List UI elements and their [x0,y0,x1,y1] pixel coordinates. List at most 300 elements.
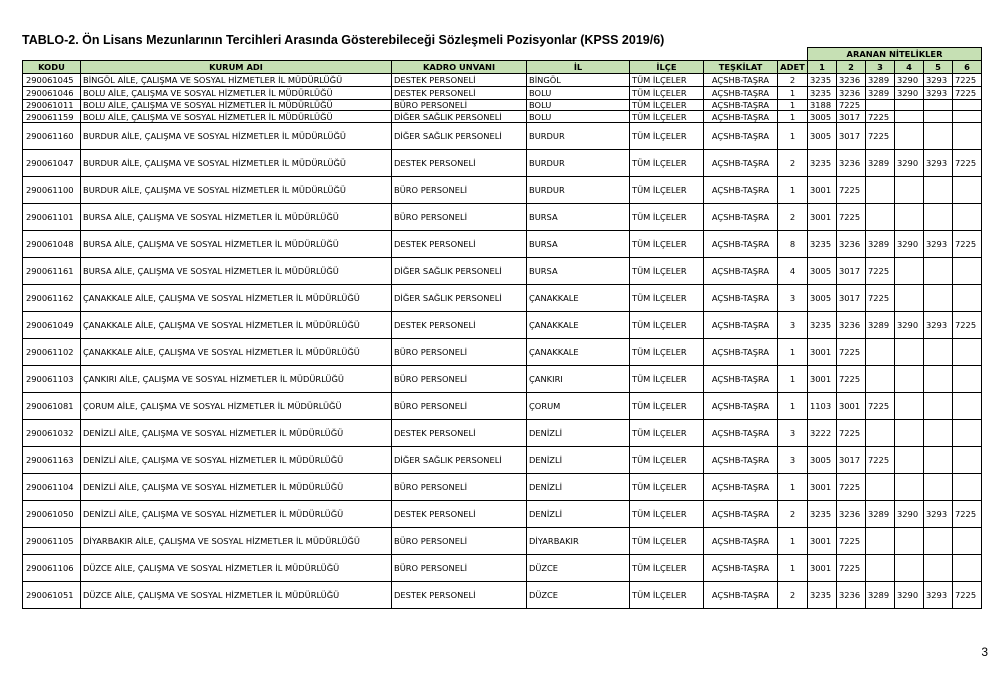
cell-nitelik-2: 7225 [837,177,866,204]
cell-kodu: 290061050 [23,501,81,528]
cell-kadro: DİĞER SAĞLIK PERSONELİ [392,258,527,285]
cell-nitelik-6: 7225 [953,312,982,339]
cell-nitelik-1: 3001 [808,339,837,366]
cell-adet: 2 [778,582,808,609]
cell-teskilat: AÇSHB-TAŞRA [704,555,778,582]
cell-il: DENİZLİ [527,447,630,474]
cell-nitelik-4: 3290 [895,87,924,100]
table-row [23,420,982,447]
cell-nitelik-3: 3289 [866,501,895,528]
cell-kadro: DİĞER SAĞLIK PERSONELİ [392,111,527,123]
cell-adet: 3 [778,285,808,312]
cell-kurum: DENİZLİ AİLE, ÇALIŞMA VE SOSYAL HİZMETLER İL MÜDÜRLÜĞÜ [81,501,392,528]
cell-kurum: BİNGÖL AİLE, ÇALIŞMA VE SOSYAL HİZMETLER İL MÜDÜRLÜĞÜ [81,74,392,87]
cell-teskilat: AÇSHB-TAŞRA [704,177,778,204]
cell-il: BURSA [527,204,630,231]
cell-ilce: TÜM İLÇELER [630,111,704,123]
cell-adet: 2 [778,74,808,87]
cell-teskilat: AÇSHB-TAŞRA [704,150,778,177]
cell-nitelik-6: 7225 [953,150,982,177]
cell-nitelik-4: 3290 [895,312,924,339]
cell-nitelik-6 [953,111,982,123]
cell-nitelik-5 [924,528,953,555]
cell-adet: 3 [778,447,808,474]
cell-nitelik-3 [866,555,895,582]
cell-nitelik-5 [924,339,953,366]
cell-teskilat: AÇSHB-TAŞRA [704,204,778,231]
cell-kadro: BÜRO PERSONELİ [392,393,527,420]
col-header-ilce: İLÇE [630,61,704,74]
cell-kodu: 290061106 [23,555,81,582]
cell-nitelik-5 [924,111,953,123]
cell-kodu: 290061105 [23,528,81,555]
cell-nitelik-2: 3017 [837,447,866,474]
header-group-row [23,48,982,61]
cell-nitelik-4 [895,393,924,420]
cell-nitelik-4: 3290 [895,150,924,177]
cell-ilce: TÜM İLÇELER [630,393,704,420]
cell-nitelik-2: 3236 [837,74,866,87]
cell-nitelik-4 [895,447,924,474]
cell-kadro: DESTEK PERSONELİ [392,312,527,339]
cell-ilce: TÜM İLÇELER [630,231,704,258]
cell-nitelik-5: 3293 [924,312,953,339]
cell-nitelik-6 [953,123,982,150]
cell-nitelik-2: 7225 [837,420,866,447]
cell-ilce: TÜM İLÇELER [630,150,704,177]
cell-nitelik-1: 3188 [808,100,837,111]
cell-nitelik-5 [924,420,953,447]
cell-ilce: TÜM İLÇELER [630,258,704,285]
cell-kurum: BURSA AİLE, ÇALIŞMA VE SOSYAL HİZMETLER İL MÜDÜRLÜĞÜ [81,258,392,285]
table-body [23,74,982,609]
cell-adet: 3 [778,312,808,339]
cell-ilce: TÜM İLÇELER [630,420,704,447]
cell-nitelik-6: 7225 [953,87,982,100]
cell-nitelik-3: 7225 [866,258,895,285]
cell-kodu: 290061045 [23,74,81,87]
cell-kurum: BURSA AİLE, ÇALIŞMA VE SOSYAL HİZMETLER İL MÜDÜRLÜĞÜ [81,231,392,258]
cell-kadro: DESTEK PERSONELİ [392,231,527,258]
cell-kodu: 290061032 [23,420,81,447]
cell-nitelik-3: 3289 [866,231,895,258]
cell-ilce: TÜM İLÇELER [630,285,704,312]
page-number: 3 [981,645,988,659]
col-header-il: İL [527,61,630,74]
cell-nitelik-6 [953,447,982,474]
cell-teskilat: AÇSHB-TAŞRA [704,447,778,474]
cell-nitelik-4 [895,555,924,582]
table-row [23,312,982,339]
cell-ilce: TÜM İLÇELER [630,528,704,555]
cell-nitelik-5 [924,447,953,474]
cell-nitelik-5: 3293 [924,501,953,528]
cell-kadro: BÜRO PERSONELİ [392,555,527,582]
cell-kurum: DÜZCE AİLE, ÇALIŞMA VE SOSYAL HİZMETLER İL MÜDÜRLÜĞÜ [81,582,392,609]
cell-teskilat: AÇSHB-TAŞRA [704,420,778,447]
cell-teskilat: AÇSHB-TAŞRA [704,231,778,258]
cell-nitelik-1: 1103 [808,393,837,420]
cell-nitelik-5 [924,258,953,285]
cell-nitelik-1: 3235 [808,150,837,177]
cell-nitelik-6: 7225 [953,74,982,87]
cell-kurum: BURDUR AİLE, ÇALIŞMA VE SOSYAL HİZMETLER İL MÜDÜRLÜĞÜ [81,150,392,177]
cell-nitelik-3 [866,177,895,204]
cell-nitelik-4 [895,111,924,123]
cell-kadro: DİĞER SAĞLIK PERSONELİ [392,285,527,312]
cell-adet: 1 [778,393,808,420]
cell-nitelik-5: 3293 [924,582,953,609]
cell-nitelik-6: 7225 [953,501,982,528]
cell-nitelik-2: 3236 [837,582,866,609]
cell-teskilat: AÇSHB-TAŞRA [704,258,778,285]
table-row [23,474,982,501]
col-header-kadro: KADRO UNVANI [392,61,527,74]
cell-adet: 1 [778,177,808,204]
cell-il: BURSA [527,258,630,285]
col-header-q4: 4 [895,61,924,74]
cell-nitelik-1: 3001 [808,366,837,393]
table-row [23,447,982,474]
cell-teskilat: AÇSHB-TAŞRA [704,501,778,528]
cell-nitelik-4 [895,100,924,111]
cell-nitelik-3: 7225 [866,285,895,312]
cell-il: ÇANAKKALE [527,285,630,312]
cell-nitelik-4 [895,258,924,285]
cell-ilce: TÜM İLÇELER [630,312,704,339]
cell-kadro: DESTEK PERSONELİ [392,150,527,177]
cell-nitelik-5 [924,177,953,204]
cell-nitelik-2: 7225 [837,366,866,393]
cell-kadro: DESTEK PERSONELİ [392,501,527,528]
cell-kodu: 290061162 [23,285,81,312]
cell-nitelik-2: 3017 [837,111,866,123]
cell-il: DENİZLİ [527,420,630,447]
cell-nitelik-5 [924,123,953,150]
col-header-teskilat: TEŞKİLAT [704,61,778,74]
cell-kurum: BOLU AİLE, ÇALIŞMA VE SOSYAL HİZMETLER İL MÜDÜRLÜĞÜ [81,111,392,123]
cell-nitelik-4 [895,285,924,312]
cell-nitelik-2: 7225 [837,555,866,582]
cell-kadro: DİĞER SAĞLIK PERSONELİ [392,447,527,474]
cell-ilce: TÜM İLÇELER [630,177,704,204]
cell-nitelik-2: 7225 [837,474,866,501]
cell-nitelik-3 [866,420,895,447]
cell-nitelik-6 [953,474,982,501]
cell-kadro: DESTEK PERSONELİ [392,74,527,87]
cell-nitelik-1: 3001 [808,204,837,231]
cell-kurum: ÇORUM AİLE, ÇALIŞMA VE SOSYAL HİZMETLER İL MÜDÜRLÜĞÜ [81,393,392,420]
cell-kadro: BÜRO PERSONELİ [392,339,527,366]
cell-nitelik-3: 3289 [866,312,895,339]
cell-nitelik-4 [895,339,924,366]
cell-nitelik-2: 3017 [837,258,866,285]
cell-nitelik-1: 3235 [808,87,837,100]
cell-adet: 1 [778,528,808,555]
table-row [23,555,982,582]
cell-adet: 1 [778,111,808,123]
cell-ilce: TÜM İLÇELER [630,501,704,528]
cell-adet: 2 [778,150,808,177]
table-title: TABLO-2. Ön Lisans Mezunlarının Tercihleri Arasında Gösterebileceği Sözleşmeli Pozisyonlar (KPSS 2019/6) [22,33,665,47]
cell-nitelik-6 [953,555,982,582]
cell-teskilat: AÇSHB-TAŞRA [704,111,778,123]
cell-nitelik-4 [895,528,924,555]
cell-nitelik-3 [866,528,895,555]
cell-nitelik-1: 3235 [808,501,837,528]
cell-nitelik-2: 7225 [837,339,866,366]
cell-nitelik-3 [866,366,895,393]
cell-adet: 2 [778,501,808,528]
cell-kurum: DENİZLİ AİLE, ÇALIŞMA VE SOSYAL HİZMETLER İL MÜDÜRLÜĞÜ [81,420,392,447]
cell-nitelik-6 [953,339,982,366]
cell-kodu: 290061011 [23,100,81,111]
table-row [23,339,982,366]
cell-kadro: BÜRO PERSONELİ [392,528,527,555]
cell-il: BURSA [527,231,630,258]
cell-nitelik-1: 3235 [808,582,837,609]
col-header-q5: 5 [924,61,953,74]
table-row [23,100,982,111]
cell-adet: 1 [778,339,808,366]
cell-kurum: BOLU AİLE, ÇALIŞMA VE SOSYAL HİZMETLER İL MÜDÜRLÜĞÜ [81,100,392,111]
cell-nitelik-4: 3290 [895,74,924,87]
cell-nitelik-6 [953,177,982,204]
cell-teskilat: AÇSHB-TAŞRA [704,100,778,111]
cell-nitelik-6 [953,420,982,447]
table-row [23,111,982,123]
cell-il: DÜZCE [527,582,630,609]
cell-adet: 1 [778,366,808,393]
cell-ilce: TÜM İLÇELER [630,339,704,366]
cell-adet: 1 [778,474,808,501]
cell-il: DİYARBAKIR [527,528,630,555]
cell-nitelik-3: 3289 [866,87,895,100]
cell-kadro: BÜRO PERSONELİ [392,366,527,393]
cell-kodu: 290061103 [23,366,81,393]
cell-nitelik-2: 3001 [837,393,866,420]
cell-adet: 2 [778,204,808,231]
cell-kodu: 290061081 [23,393,81,420]
col-header-q1: 1 [808,61,837,74]
cell-nitelik-6: 7225 [953,231,982,258]
cell-il: BOLU [527,100,630,111]
cell-nitelik-3: 7225 [866,111,895,123]
cell-nitelik-6 [953,366,982,393]
cell-nitelik-1: 3001 [808,555,837,582]
cell-nitelik-2: 3017 [837,123,866,150]
cell-kadro: DESTEK PERSONELİ [392,87,527,100]
table-row [23,366,982,393]
cell-kodu: 290061160 [23,123,81,150]
cell-kurum: BURDUR AİLE, ÇALIŞMA VE SOSYAL HİZMETLER İL MÜDÜRLÜĞÜ [81,123,392,150]
cell-il: ÇORUM [527,393,630,420]
cell-kurum: DÜZCE AİLE, ÇALIŞMA VE SOSYAL HİZMETLER İL MÜDÜRLÜĞÜ [81,555,392,582]
cell-nitelik-1: 3235 [808,231,837,258]
cell-ilce: TÜM İLÇELER [630,582,704,609]
cell-nitelik-2: 3236 [837,312,866,339]
cell-kodu: 290061047 [23,150,81,177]
cell-kodu: 290061100 [23,177,81,204]
cell-nitelik-2: 3236 [837,501,866,528]
table-row [23,74,982,87]
cell-nitelik-1: 3235 [808,312,837,339]
cell-kurum: BURSA AİLE, ÇALIŞMA VE SOSYAL HİZMETLER İL MÜDÜRLÜĞÜ [81,204,392,231]
cell-nitelik-5 [924,393,953,420]
cell-nitelik-1: 3005 [808,123,837,150]
cell-il: DENİZLİ [527,474,630,501]
cell-kodu: 290061163 [23,447,81,474]
cell-teskilat: AÇSHB-TAŞRA [704,366,778,393]
cell-ilce: TÜM İLÇELER [630,474,704,501]
cell-nitelik-1: 3005 [808,111,837,123]
cell-nitelik-3: 7225 [866,393,895,420]
cell-teskilat: AÇSHB-TAŞRA [704,528,778,555]
cell-nitelik-5 [924,100,953,111]
table-row [23,177,982,204]
cell-nitelik-1: 3001 [808,474,837,501]
cell-kodu: 290061159 [23,111,81,123]
cell-nitelik-5: 3293 [924,231,953,258]
cell-il: BURDUR [527,123,630,150]
table-row [23,528,982,555]
cell-nitelik-5 [924,204,953,231]
cell-ilce: TÜM İLÇELER [630,87,704,100]
cell-nitelik-2: 7225 [837,528,866,555]
cell-il: BURDUR [527,177,630,204]
col-header-q3: 3 [866,61,895,74]
cell-kurum: BURDUR AİLE, ÇALIŞMA VE SOSYAL HİZMETLER İL MÜDÜRLÜĞÜ [81,177,392,204]
cell-kodu: 290061046 [23,87,81,100]
cell-teskilat: AÇSHB-TAŞRA [704,74,778,87]
col-header-kodu: KODU [23,61,81,74]
cell-kurum: DENİZLİ AİLE, ÇALIŞMA VE SOSYAL HİZMETLER İL MÜDÜRLÜĞÜ [81,447,392,474]
cell-nitelik-4: 3290 [895,231,924,258]
cell-nitelik-3: 3289 [866,582,895,609]
cell-ilce: TÜM İLÇELER [630,100,704,111]
col-header-kurum: KURUM ADI [81,61,392,74]
cell-kadro: BÜRO PERSONELİ [392,177,527,204]
cell-il: BURDUR [527,150,630,177]
cell-nitelik-6 [953,100,982,111]
cell-nitelik-5 [924,555,953,582]
cell-teskilat: AÇSHB-TAŞRA [704,285,778,312]
cell-kurum: ÇANKIRI AİLE, ÇALIŞMA VE SOSYAL HİZMETLER İL MÜDÜRLÜĞÜ [81,366,392,393]
col-header-q6: 6 [953,61,982,74]
cell-nitelik-6 [953,285,982,312]
cell-kurum: ÇANAKKALE AİLE, ÇALIŞMA VE SOSYAL HİZMETLER İL MÜDÜRLÜĞÜ [81,312,392,339]
cell-nitelik-3: 7225 [866,447,895,474]
cell-nitelik-2: 3236 [837,87,866,100]
cell-kodu: 290061102 [23,339,81,366]
cell-nitelik-4 [895,177,924,204]
cell-kadro: BÜRO PERSONELİ [392,100,527,111]
cell-nitelik-6 [953,528,982,555]
table-row [23,393,982,420]
cell-nitelik-3: 3289 [866,150,895,177]
cell-kadro: DESTEK PERSONELİ [392,582,527,609]
aranan-nitelikler-header: ARANAN NİTELİKLER [808,48,982,61]
cell-kodu: 290061104 [23,474,81,501]
cell-nitelik-3: 3289 [866,74,895,87]
cell-nitelik-2: 3236 [837,150,866,177]
cell-nitelik-4: 3290 [895,582,924,609]
cell-kurum: DİYARBAKIR AİLE, ÇALIŞMA VE SOSYAL HİZMETLER İL MÜDÜRLÜĞÜ [81,528,392,555]
cell-nitelik-2: 3236 [837,231,866,258]
cell-nitelik-1: 3001 [808,528,837,555]
table-row [23,582,982,609]
cell-ilce: TÜM İLÇELER [630,447,704,474]
cell-teskilat: AÇSHB-TAŞRA [704,312,778,339]
cell-adet: 1 [778,555,808,582]
cell-nitelik-2: 7225 [837,204,866,231]
cell-il: ÇANAKKALE [527,312,630,339]
cell-teskilat: AÇSHB-TAŞRA [704,582,778,609]
cell-nitelik-1: 3235 [808,74,837,87]
cell-nitelik-1: 3005 [808,285,837,312]
cell-nitelik-1: 3005 [808,447,837,474]
table-row [23,501,982,528]
cell-kodu: 290061161 [23,258,81,285]
cell-nitelik-2: 3017 [837,285,866,312]
cell-adet: 3 [778,420,808,447]
cell-adet: 1 [778,100,808,111]
cell-nitelik-6 [953,204,982,231]
cell-il: ÇANAKKALE [527,339,630,366]
cell-nitelik-1: 3005 [808,258,837,285]
cell-ilce: TÜM İLÇELER [630,366,704,393]
cell-nitelik-4: 3290 [895,501,924,528]
cell-teskilat: AÇSHB-TAŞRA [704,393,778,420]
cell-nitelik-4 [895,420,924,447]
cell-nitelik-3: 7225 [866,123,895,150]
header-row [23,61,982,74]
cell-nitelik-5: 3293 [924,87,953,100]
cell-nitelik-6: 7225 [953,582,982,609]
cell-kodu: 290061051 [23,582,81,609]
cell-nitelik-1: 3001 [808,177,837,204]
cell-nitelik-4 [895,204,924,231]
cell-nitelik-4 [895,366,924,393]
cell-nitelik-3 [866,204,895,231]
table-row [23,285,982,312]
positions-table [22,47,982,609]
table-row [23,150,982,177]
cell-teskilat: AÇSHB-TAŞRA [704,339,778,366]
cell-nitelik-5: 3293 [924,150,953,177]
cell-kadro: DİĞER SAĞLIK PERSONELİ [392,123,527,150]
cell-il: ÇANKIRI [527,366,630,393]
cell-nitelik-4 [895,474,924,501]
cell-ilce: TÜM İLÇELER [630,204,704,231]
cell-nitelik-4 [895,123,924,150]
cell-il: BOLU [527,111,630,123]
cell-nitelik-3 [866,339,895,366]
cell-il: BOLU [527,87,630,100]
cell-kurum: ÇANAKKALE AİLE, ÇALIŞMA VE SOSYAL HİZMETLER İL MÜDÜRLÜĞÜ [81,285,392,312]
cell-kodu: 290061048 [23,231,81,258]
cell-il: DÜZCE [527,555,630,582]
cell-ilce: TÜM İLÇELER [630,123,704,150]
cell-il: DENİZLİ [527,501,630,528]
cell-nitelik-6 [953,393,982,420]
table-row [23,231,982,258]
cell-nitelik-5: 3293 [924,74,953,87]
cell-nitelik-6 [953,258,982,285]
table-row [23,258,982,285]
cell-teskilat: AÇSHB-TAŞRA [704,123,778,150]
cell-nitelik-1: 3222 [808,420,837,447]
